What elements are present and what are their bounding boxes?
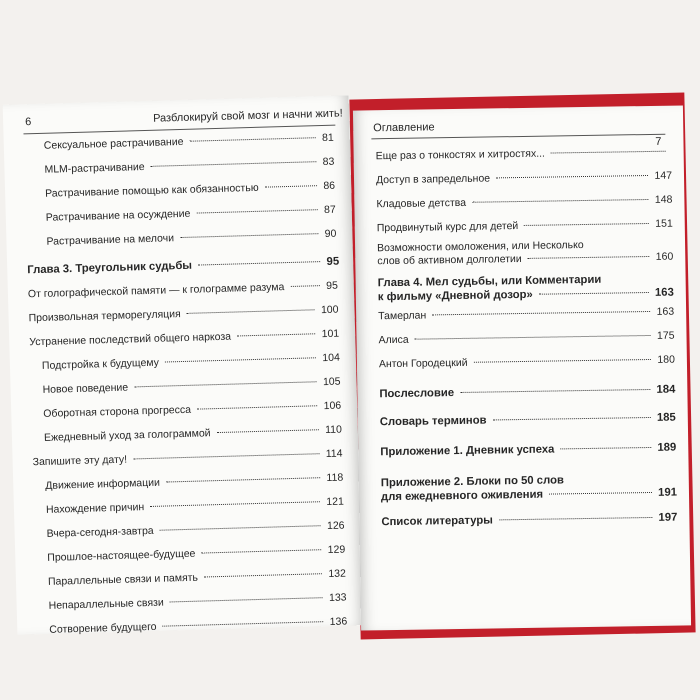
toc-entry	[44, 156, 334, 177]
toc-entry	[42, 376, 340, 397]
toc-entry-page: 160	[655, 250, 674, 264]
dot-leader	[189, 137, 316, 142]
toc-entry	[28, 280, 338, 301]
toc-entry	[46, 496, 344, 517]
toc-entry-page: 95	[325, 279, 339, 292]
toc-chapter-multiline	[378, 272, 674, 305]
toc-entry-page: 180	[657, 353, 675, 366]
dot-leader	[539, 292, 649, 295]
left-running-title: Разблокируй свой мозг и начни жить!	[152, 107, 343, 125]
toc-chapter	[380, 412, 676, 430]
toc-entry-title: Сексуальное растрачивание	[43, 135, 184, 152]
toc-entry-title: Подстройка к будущему	[41, 356, 160, 372]
toc-entry	[376, 170, 672, 187]
toc-entry	[45, 472, 343, 493]
toc-entry	[379, 354, 675, 371]
toc-entry-page: 83	[322, 155, 335, 169]
dot-leader	[474, 359, 652, 363]
toc-entry-page: 197	[658, 511, 678, 524]
toc-entry-title-line: для ежедневного оживления	[380, 488, 544, 504]
toc-entry-page: 106	[323, 399, 342, 413]
toc-entry-title-line: к фильму «Дневной дозор»	[377, 288, 533, 304]
toc-entry-title: MLM-растрачивание	[44, 160, 145, 176]
toc-entry-title: Прошлое-настоящее-будущее	[47, 547, 196, 564]
dot-leader	[492, 417, 650, 420]
toc-entry-multiline	[377, 238, 673, 269]
toc-entry-page: 101	[321, 327, 340, 341]
toc-entry-title-line: Глава 4. Мел судьбы, или Комментарии	[377, 273, 602, 290]
toc-entry-page: 86	[323, 179, 336, 193]
toc-entry-title: Послесловие	[379, 387, 455, 401]
toc-entry-page: 175	[656, 329, 675, 342]
toc-chapter-multiline	[381, 472, 677, 505]
toc-entry-title: Вчера-сегодня-завтра	[46, 524, 154, 540]
dot-leader	[472, 199, 649, 203]
toc-entry-title: Растрачивание на осуждение	[45, 207, 191, 224]
toc-entry	[32, 448, 342, 469]
toc-entry-page: 147	[654, 169, 673, 182]
toc-entry-page: 90	[324, 227, 337, 240]
toc-entry-title: От голографической памяти — к голограмме разума	[27, 281, 285, 301]
dot-leader	[549, 492, 652, 495]
toc-entry	[376, 194, 672, 211]
toc-entry-page: 133	[328, 591, 347, 605]
toc-entry-page: 163	[654, 286, 674, 300]
toc-entry-title: Доступ в запредельное	[375, 172, 491, 187]
dot-leader	[150, 501, 320, 507]
toc-entry-title: Приложение 1. Дневник успеха	[380, 443, 555, 459]
toc-entry	[44, 424, 342, 445]
dot-leader	[160, 525, 321, 531]
dot-leader	[415, 335, 651, 340]
dot-leader	[134, 381, 317, 387]
toc-chapter	[27, 256, 339, 278]
toc-entry-title: Произвольная терморегуляция	[28, 308, 181, 325]
toc-chapter	[380, 442, 676, 460]
dot-leader	[166, 477, 321, 482]
dot-leader	[197, 405, 318, 409]
toc-entry-title: Антон Городецкий	[378, 356, 468, 371]
toc-entry	[28, 304, 338, 325]
toc-entry	[378, 306, 674, 323]
toc-entry-title-line: Возможности омоложения, или Несколько	[377, 239, 584, 255]
dot-leader	[196, 209, 318, 213]
right-page	[353, 105, 691, 630]
toc-entry-page: 185	[656, 411, 676, 424]
right-running-title: Оглавление	[373, 121, 435, 135]
toc-entry-title: Тамерлан	[378, 309, 427, 323]
dot-leader	[170, 597, 323, 602]
toc-entry-page: 151	[655, 217, 673, 230]
toc-entry-title: Глава 3. Треугольник судьбы	[27, 259, 193, 277]
dot-leader	[217, 429, 320, 433]
toc-entry-title: Еще раз о тонкостях и хитростях...	[375, 147, 545, 163]
toc-entry-page: 100	[320, 303, 339, 317]
toc-entry	[48, 568, 346, 589]
toc-entry-page: 104	[322, 351, 341, 365]
left-page-number: 6	[24, 116, 32, 129]
toc-entry	[49, 616, 347, 637]
left-page	[3, 95, 364, 634]
toc-entry	[46, 520, 344, 541]
toc-entry	[377, 218, 673, 235]
dot-leader	[560, 447, 651, 449]
dot-leader	[265, 185, 318, 187]
toc-entry	[49, 592, 347, 613]
dot-leader	[432, 311, 650, 315]
toc-entry-title: Движение информации	[45, 476, 161, 492]
toc-entry-page: 189	[657, 441, 677, 454]
toc-entry-page: 148	[654, 193, 673, 206]
toc-entry-title: Нахождение причин	[45, 501, 145, 516]
dot-leader	[496, 175, 648, 178]
toc-chapter	[381, 512, 677, 530]
toc-entry	[44, 132, 334, 153]
toc-entry	[29, 328, 339, 349]
toc-entry-title: Параллельные связи и память	[47, 571, 199, 588]
toc-entry-title: Кладовые детства	[376, 196, 467, 211]
toc-entry-page: 184	[656, 383, 676, 396]
toc-entry-title-line: Приложение 2. Блоки по 50 слов	[380, 474, 565, 490]
toc-entry	[378, 330, 674, 347]
dot-leader	[524, 223, 649, 226]
toc-entry-title: Устранение последствий общего наркоза	[29, 330, 232, 349]
toc-entry-title: Новое поведение	[42, 381, 129, 396]
toc-entry-title: Оборотная сторона прогресса	[43, 403, 192, 420]
dot-leader	[180, 233, 319, 238]
toc-entry-title: Список литературы	[381, 514, 494, 529]
toc-entry-title: Словарь терминов	[379, 414, 487, 429]
toc-entry	[46, 204, 336, 225]
right-page-number: 7	[655, 135, 662, 148]
toc-entry-title: Непараллельные связи	[48, 596, 164, 612]
dot-leader	[133, 453, 320, 459]
toc-entry-page: 81	[321, 131, 334, 145]
toc-entry	[42, 352, 340, 373]
toc-entry-title: Запишите эту дату!	[32, 453, 128, 469]
dot-leader	[460, 389, 650, 393]
toc-entry-title: Сотворение будущего	[49, 620, 157, 636]
toc-entry-page: 87	[323, 203, 336, 216]
toc-entry	[47, 544, 345, 565]
dot-leader	[551, 151, 666, 154]
toc-chapter	[379, 384, 675, 402]
toc-entry-title-line: слов об активном долголетии	[377, 253, 522, 268]
toc-entry-title: Ежедневный уход за голограммой	[43, 427, 211, 444]
toc-entry-title: Растрачивание на мелочи	[46, 232, 175, 248]
dot-leader	[198, 261, 321, 265]
toc-entry-title: Растрачивание помощью как обязанностью	[44, 181, 259, 200]
toc-entry-page: 105	[322, 375, 341, 389]
dot-leader	[499, 517, 653, 520]
toc-entry	[45, 180, 335, 201]
toc-entry	[376, 146, 672, 163]
toc-entry-page: 191	[658, 486, 678, 499]
dot-leader	[204, 573, 322, 577]
dot-leader	[151, 161, 317, 167]
toc-entry-page: 126	[326, 519, 345, 533]
dot-leader	[187, 309, 315, 314]
toc-entry-title: Алиса	[378, 333, 409, 347]
toc-entry-page: 163	[656, 305, 675, 318]
toc-entry-page: 110	[324, 423, 343, 437]
right-header-rule	[371, 134, 665, 140]
toc-entry-page: 95	[326, 255, 340, 268]
dot-leader	[163, 621, 324, 627]
toc-entry-page: 136	[329, 615, 348, 629]
toc-entry	[46, 228, 336, 249]
toc-entry-page: 132	[328, 567, 347, 581]
toc-entry-page: 129	[327, 543, 346, 557]
dot-leader	[290, 285, 320, 287]
dot-leader	[237, 333, 316, 336]
dot-leader	[165, 357, 316, 362]
toc-entry	[43, 400, 341, 421]
toc-entry-title: Продвинутый курс для детей	[376, 220, 519, 235]
toc-entry-page: 118	[326, 471, 344, 485]
toc-entry-page: 114	[325, 447, 343, 461]
toc-entry-page: 121	[326, 495, 345, 509]
dot-leader	[201, 549, 321, 553]
dot-leader	[528, 256, 650, 259]
